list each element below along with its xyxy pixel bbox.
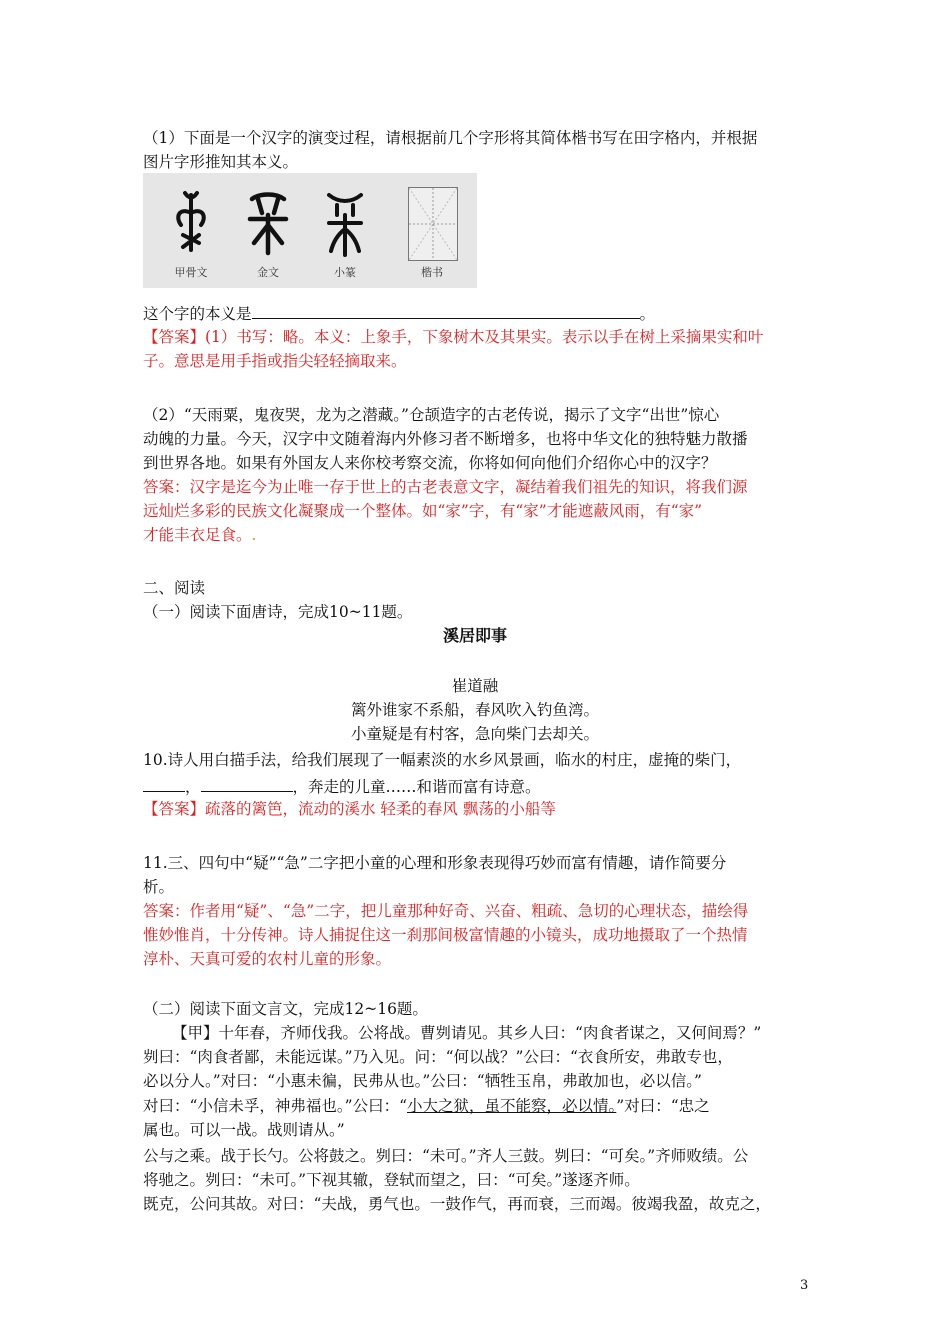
bronze-glyph	[238, 185, 298, 260]
q11-prompt-line2: 析。	[143, 878, 175, 896]
q10-prompt-line1: 10.诗人用白描手法，给我们展现了一幅素淡的水乡风景画，临水的村庄，虚掩的柴门，	[143, 751, 742, 769]
q1-meaning-blank[interactable]	[252, 302, 640, 319]
q2-answer-line3	[143, 525, 256, 545]
classical-text-line4	[143, 1096, 710, 1116]
classical-text-line2: 刿曰：“肉食者鄙，未能远谋。”乃入见。问：“何以战？”公曰：“衣食所安，弗敢专也，	[143, 1048, 733, 1066]
underlined-sentence: 小大之狱，虽不能察，必以情。	[407, 1097, 617, 1115]
page-number: 3	[800, 1278, 809, 1293]
q11-answer-line2: 惟妙惟肖，十分传神。诗人捕捉住这一刹那间极富情趣的小镜头，成功地摄取了一个热情	[143, 926, 748, 944]
caption-bronze: 金文	[257, 266, 279, 279]
q2-prompt-line3: 到世界各地。如果有外国友人来你校考察交流，你将如何向他们介绍你心中的汉字？	[143, 454, 717, 472]
q10-blank-1[interactable]	[143, 775, 185, 792]
q2-answer-line1: 答案：汉字是迄今为止唯一存于世上的古老表意文字，凝结着我们祖先的知识，将我们源	[143, 478, 748, 496]
q2-prompt-line2: 动魄的力量。今天，汉字中文随着海内外修习者不断增多，也将中华文化的独特魅力散播	[143, 430, 748, 448]
poem-author: 崔道融	[451, 677, 499, 695]
q11-answer-line1: 答案：作者用“疑”、“急”二字，把儿童那种好奇、兴奋、粗疏、急切的心理状态，描绘得	[143, 902, 749, 920]
classical-text-line8: 既克，公问其故。对曰：“夫战，勇气也。一鼓作气，再而衰，三而竭。彼竭我盈，故克之，	[143, 1195, 771, 1213]
q1-meaning-suffix: 。	[639, 305, 656, 323]
q1-answer-line2: 子。意思是用手指或指尖轻轻摘取来。	[143, 352, 407, 370]
q10-separator: ，	[185, 778, 201, 796]
section2-heading: 二、阅读	[143, 579, 206, 597]
stray-dot: .	[251, 526, 257, 544]
q2-answer-line3-text: 才能丰衣足食。	[143, 526, 252, 544]
q10-prompt-line2	[143, 775, 541, 797]
line4-before: 对曰：“小信未孚，神弗福也。”公曰：“	[143, 1097, 408, 1115]
q2-prompt-line1: （2）“天雨粟，鬼夜哭，龙为之潜藏。”仓颉造字的古老传说，揭示了文字“出世”惊心	[143, 406, 720, 424]
character-evolution-figure	[143, 173, 477, 288]
small-seal-glyph	[315, 185, 375, 260]
caption-regular-script: 楷书	[421, 266, 443, 279]
q1-prompt-line1: （1）下面是一个汉字的演变过程，请根据前几个字形将其简体楷书写在田字格内，并根据	[143, 129, 758, 147]
q1-answer-line1: 【答案】(1）书写：略。本义：上象手，下象树木及其果实。表示以手在树上采摘果实和叶	[143, 328, 764, 346]
classical-text-line1: 【甲】十年春，齐师伐我。公将战。曹刿请见。其乡人曰：“肉食者谋之，又何间焉？”	[172, 1024, 762, 1042]
classical-text-line6: 公与之乘。战于长勺。公将鼓之。刿曰：“未可。”齐人三鼓。刿曰：“可矣。”齐师败绩。公	[143, 1147, 749, 1165]
q10-answer: 【答案】疏落的篱笆，流动的溪水 轻柔的春风 飘荡的小船等	[143, 800, 556, 818]
oracle-bone-glyph	[161, 185, 221, 260]
q10-line2-tail: ，奔走的儿童……和谐而富有诗意。	[292, 778, 541, 796]
part2-intro: （二）阅读下面文言文，完成12~16题。	[143, 1000, 428, 1018]
poem-line1: 篱外谁家不系船，春风吹入钓鱼湾。	[350, 701, 599, 719]
caption-oracle-bone: 甲骨文	[174, 266, 208, 279]
q1-meaning-prefix: 这个字的本义是	[143, 305, 252, 323]
q1-meaning-line	[143, 302, 655, 324]
grid-dashed-lines	[409, 188, 457, 260]
q11-prompt-line1: 11.三、四句中“疑”“急”二字把小童的心理和形象表现得巧妙而富有情趣，请作简要分	[143, 854, 727, 872]
q2-answer-line2: 远灿烂多彩的民族文化凝聚成一个整体。如“家”字，有“家”才能遮蔽风雨，有“家”	[143, 502, 703, 520]
classical-text-line7: 将驰之。刿曰：“未可。”下视其辙，登轼而望之，曰：“可矣。”遂逐齐师。	[143, 1171, 640, 1189]
poem-title: 溪居即事	[442, 626, 507, 645]
q11-answer-line3: 淳朴、天真可爱的农村儿童的形象。	[143, 950, 392, 968]
classical-text-line3: 必以分人。”对曰：“小惠未徧，民弗从也。”公曰：“牺牲玉帛，弗敢加也，必以信。”	[143, 1072, 702, 1090]
classical-text-line5: 属也。可以一战。战则请从。”	[143, 1121, 345, 1139]
poem-line2: 小童疑是有村客，急向柴门去却关。	[350, 725, 599, 743]
tianzige-writing-grid[interactable]	[408, 187, 458, 261]
line4-after: ”对曰：“忠之	[616, 1097, 710, 1115]
caption-small-seal: 小篆	[334, 266, 356, 279]
q10-blank-2[interactable]	[201, 775, 293, 792]
q1-prompt-line2: 图片字形推知其本义。	[143, 153, 299, 171]
part1-intro: （一）阅读下面唐诗，完成10~11题。	[143, 603, 413, 621]
